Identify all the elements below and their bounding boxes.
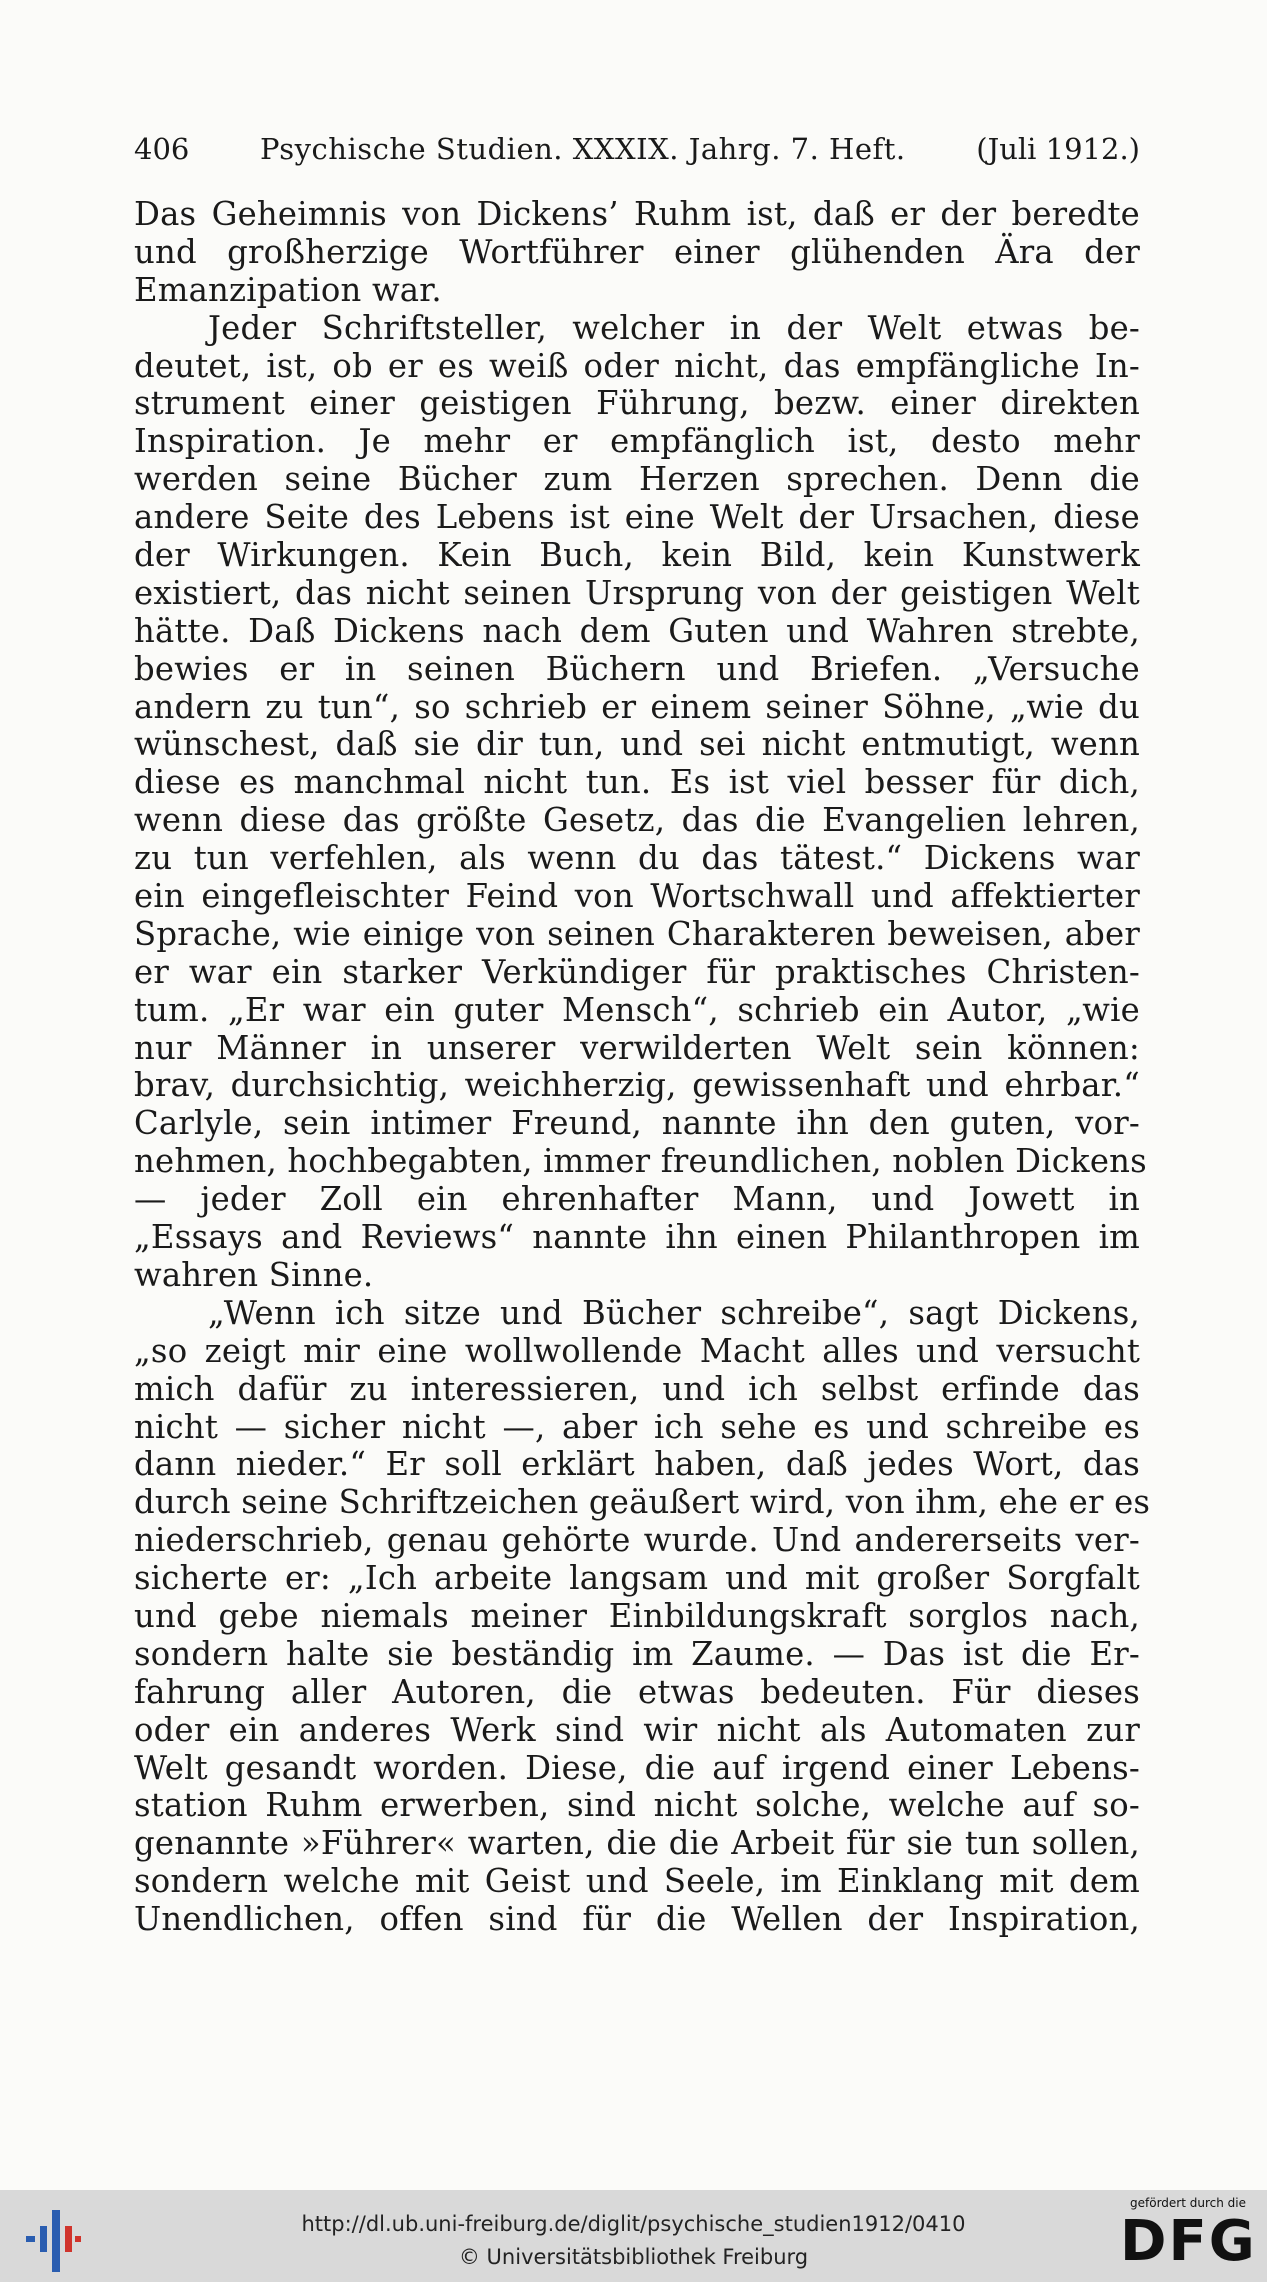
- text-line: existiert, das nicht seinen Ursprung von der geistigen Welt: [134, 573, 1140, 612]
- viewer-footer: [0, 2190, 1267, 2282]
- text-line: tum. „Er war ein guter Mensch“, schrieb ein Autor, „wie: [134, 990, 1140, 1029]
- text-line: Inspiration. Je mehr er empfänglich ist, desto mehr: [134, 422, 1140, 461]
- dfg-logo-text: DFG: [1120, 2209, 1257, 2274]
- text-line: „Wenn ich sitze und Bücher schreibe“, sagt Dickens,: [208, 1293, 1140, 1332]
- text-line: genannte »Führer« warten, die die Arbeit für sie tun sollen,: [134, 1824, 1140, 1863]
- text-line: andere Seite des Lebens ist eine Welt der Ursachen, diese: [134, 498, 1140, 537]
- text-line: Jeder Schriftsteller, welcher in der Welt etwas be-: [208, 308, 1140, 347]
- text-line: Welt gesandt worden. Diese, die auf irgend einer Lebens-: [134, 1748, 1140, 1787]
- body-text: [134, 195, 1151, 1939]
- text-line: durch seine Schriftzeichen geäußert wird, von ihm, ehe er es: [134, 1483, 1151, 1522]
- copyright-text: © Universitätsbibliothek Freiburg: [458, 2245, 809, 2269]
- text-line: sondern halte sie beständig im Zaume. — Das ist die Er-: [134, 1634, 1140, 1673]
- text-line: der Wirkungen. Kein Buch, kein Bild, kein Kunstwerk: [134, 536, 1140, 575]
- text-line: nur Männer in unserer verwilderten Welt sein können:: [134, 1028, 1140, 1067]
- text-line: mich dafür zu interessieren, und ich selbst erfinde das: [134, 1369, 1140, 1408]
- text-line: hätte. Daß Dickens nach dem Guten und Wahren strebte,: [134, 611, 1140, 650]
- text-line: ein eingefleischter Feind von Wortschwall und affektierter: [134, 877, 1140, 916]
- text-line: werden seine Bücher zum Herzen sprechen. Denn die: [134, 460, 1140, 499]
- text-line: Emanzipation war.: [134, 270, 442, 309]
- text-line: dann nieder.“ Er soll erklärt haben, daß jedes Wort, das: [134, 1445, 1140, 1484]
- dfg-tagline: gefördert durch die: [1130, 2196, 1246, 2210]
- text-line: zu tun verfehlen, als wenn du das tätest.“ Dickens war: [134, 839, 1140, 878]
- text-line: „so zeigt mir eine wollwollende Macht alles und versucht: [134, 1331, 1140, 1370]
- text-line: Carlyle, sein intimer Freund, nannte ihn den guten, vor-: [134, 1104, 1140, 1143]
- text-line: er war ein starker Verkündiger für praktisches Christen-: [134, 952, 1140, 991]
- text-line: sicherte er: „Ich arbeite langsam und mit großer Sorgfalt: [134, 1559, 1140, 1598]
- text-line: oder ein anderes Werk sind wir nicht als Automaten zur: [134, 1710, 1140, 1749]
- text-line: strument einer geistigen Führung, bezw. einer direkten: [134, 384, 1140, 423]
- text-line: und gebe niemals meiner Einbildungskraft sorglos nach,: [134, 1596, 1140, 1635]
- text-line: „Essays and Reviews“ nannte ihn einen Philanthropen im: [134, 1218, 1140, 1257]
- text-line: andern zu tun“, so schrieb er einem seiner Söhne, „wie du: [134, 687, 1140, 726]
- text-line: Sprache, wie einige von seinen Charakteren beweisen, aber: [134, 914, 1140, 953]
- text-line: nicht — sicher nicht —, aber ich sehe es und schreibe es: [134, 1407, 1140, 1446]
- text-line: brav, durchsichtig, weichherzig, gewissenhaft und ehrbar.“: [134, 1066, 1140, 1105]
- text-line: und großherzige Wortführer einer glühenden Ära der: [134, 232, 1140, 271]
- dfg-logo: [1118, 2196, 1258, 2280]
- text-line: wahren Sinne.: [134, 1255, 374, 1294]
- issue-date: (Juli 1912.): [976, 132, 1140, 166]
- text-line: Unendlichen, offen sind für die Wellen der Inspiration,: [134, 1900, 1140, 1939]
- text-line: — jeder Zoll ein ehrenhafter Mann, und Jowett in: [134, 1180, 1140, 1219]
- text-line: station Ruhm erwerben, sind nicht solche, welche auf so-: [134, 1786, 1140, 1825]
- text-line: bewies er in seinen Büchern und Briefen. „Versuche: [134, 649, 1140, 688]
- text-line: fahrung aller Autoren, die etwas bedeuten. Für dieses: [134, 1672, 1140, 1711]
- text-line: nehmen, hochbegabten, immer freundlichen, noblen Dickens: [134, 1142, 1147, 1181]
- text-line: niederschrieb, genau gehörte wurde. Und andererseits ver-: [134, 1521, 1140, 1560]
- text-line: diese es manchmal nicht tun. Es ist viel besser für dich,: [134, 763, 1140, 802]
- text-line: wenn diese das größte Gesetz, das die Evangelien lehren,: [134, 801, 1140, 840]
- running-header: [134, 127, 1140, 171]
- text-line: Das Geheimnis von Dickens’ Ruhm ist, daß er der beredte: [134, 195, 1140, 233]
- text-line: sondern welche mit Geist und Seele, im Einklang mit dem: [134, 1862, 1140, 1901]
- journal-title: Psychische Studien. XXXIX. Jahrg. 7. Heft.: [260, 132, 906, 166]
- text-line: wünschest, daß sie dir tun, und sei nicht entmutigt, wenn: [134, 725, 1140, 764]
- text-line: deutet, ist, ob er es weiß oder nicht, das empfängliche In-: [134, 346, 1140, 385]
- page-number: 406: [134, 132, 190, 166]
- source-url-link[interactable]: http://dl.ub.uni-freiburg.de/diglit/psychische_studien1912/0410: [301, 2212, 966, 2236]
